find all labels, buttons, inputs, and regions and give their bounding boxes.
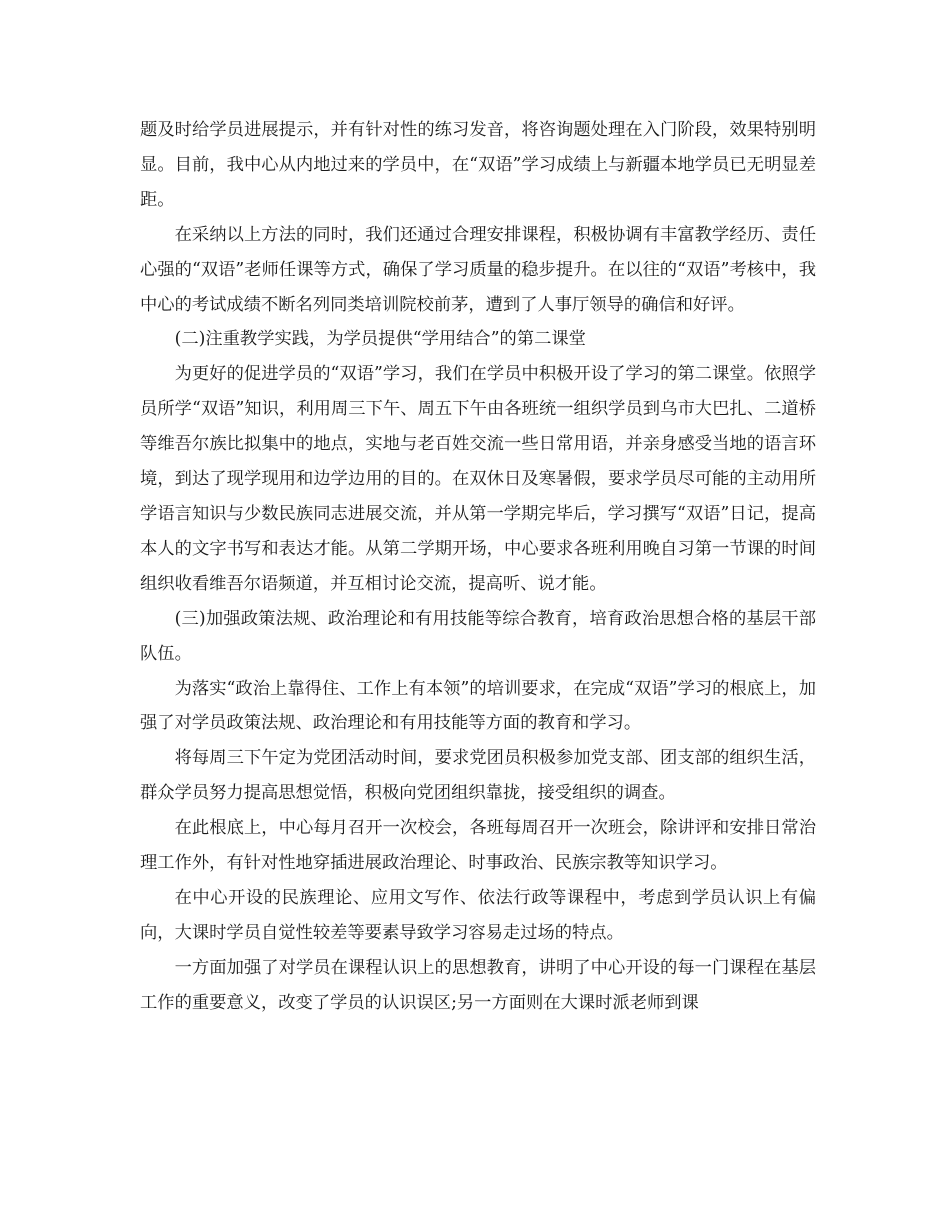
paragraph-methods: 在采纳以上方法的同时，我们还通过合理安排课程，积极协调有丰富教学经历、责任心强的“双语”老师任课等方式，确保了学习质量的稳步提升。在以往的“双语”考核中，我中心的考试成绩不断名列同类培训院校前茅，遭到了人事厅领导的确信和好评。 [140,224,816,315]
document-body [140,113,816,1021]
paragraph-party-activities: 将每周三下午定为党团活动时间，要求党团员积极参加党支部、团支部的组织生活，群众学员努力提高思想觉悟，积极向党团组织靠拢，接受组织的调查。 [140,748,816,804]
paragraph-continuation: 题及时给学员进展提示，并有针对性的练习发音，将咨询题处理在入门阶段，效果特别明显。目前，我中心从内地过来的学员中，在“双语”学习成绩上与新疆本地学员已无明显差距。 [140,120,816,210]
paragraph-second-classroom: 为更好的促进学员的“双语”学习，我们在学员中积极开设了学习的第二课堂。依照学员所学“双语”知识，利用周三下午、周五下午由各班统一组织学员到乌市大巴扎、二道桥等维吾尔族比拟集中的地点，实地与老百姓交流一些日常用语，并亲身感受当地的语言环境，到达了现学现用和边学边用的目的。在双休日及寒暑假，要求学员尽可能的主动用所学语言知识与少数民族同志进展交流，并从第一学期完毕后，学习撰写“双语”日记，提高本人的文字书写和表达才能。从第二学期开场，中心要求各班利用晚自习第一节课的时间组织收看维吾尔语频道，并互相讨论交流，提高听、说才能。 [140,364,816,594]
section-heading-2: (二)注重教学实践，为学员提供“学用结合”的第二课堂 [174,329,586,350]
paragraph-meetings: 在此根底上，中心每月召开一次校会，各班每周召开一次班会，除讲评和安排日常治理工作外，有针对性地穿插进展政治理论、时事政治、民族宗教等知识学习。 [140,818,816,874]
section-heading-3: (三)加强政策法规、政治理论和有用技能等综合教育，培育政治思想合格的基层干部队伍。 [140,608,816,664]
paragraph-courses: 在中心开设的民族理论、应用文写作、依法行政等课程中，考虑到学员认识上有偏向，大课时学员自觉性较差等要素导致学习容易走过场的特点。 [140,887,816,943]
paragraph-education: 一方面加强了对学员在课程认识上的思想教育，讲明了中心开设的每一门课程在基层工作的重要意义，改变了学员的认识误区;另一方面则在大课时派老师到课 [140,957,816,1013]
paragraph-training-requirements: 为落实“政治上靠得住、工作上有本领”的培训要求，在完成“双语”学习的根底上，加强了对学员政策法规、政治理论和有用技能等方面的教育和学习。 [140,678,816,734]
